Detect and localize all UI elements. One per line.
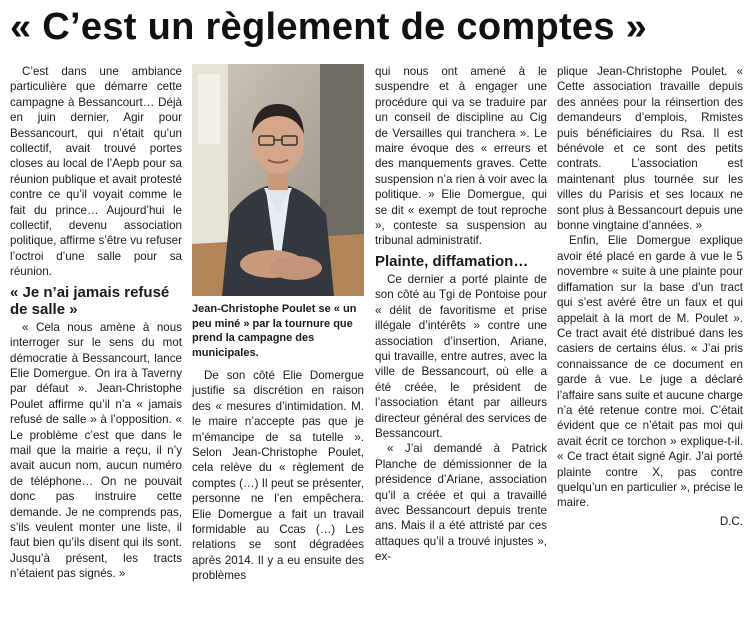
paragraph-planche: « J’ai demandé à Patrick Planche de démissionner de la présidence d’Ariane, association qu’il a créée et qui a travaillé avec Bessancourt depuis trente ans. Mais il a été attristé par ces attaques qu’il a trouvé injustes », ex-: [375, 442, 547, 564]
paragraph-suspension: qui nous ont amené à le suspendre et à engager une procédure qui va se traduire par un conseil de discipline au Cig de Versailles qui tranchera ». Le maire évoque des « erreurs et des manquements graves. Cette suspension n’a rien à voir avec la politique. » Elie Domergue, qui se dit « exempt de tout reproche », conteste sa suspension au tribunal administratif.: [375, 65, 547, 248]
intro-paragraph: C’est dans une ambiance particulière que démarre cette campagne à Bessancourt… Déjà en juin dernier, Agir pour Bessancourt, qui n’était qu’un collectif, avait trouvé portes closes au local de l’Aepb pour sa réunion publique et avait protesté contre ce qu’il voyait comme le fait du prince… Aujourd’hui le collectif, devenu association politique, affirme s’être vu refuser l’octroi d’une salle pour sa réunion.: [10, 65, 182, 279]
paragraph-plainte: Ce dernier a porté plainte de son côté au Tgi de Pontoise pour « délit de favoritisme et prise illégale d’intérêts » contre une association d’insertion, Ariane, qui travaille, entre autres, avec la ville de Bessancourt, où elle a été créée, le président de l’association étant par ailleurs directeur général des services de Bessancourt.: [375, 272, 547, 440]
portrait-photo: [192, 64, 364, 296]
column-3: [375, 64, 547, 565]
portrait-illustration: [192, 64, 364, 296]
paragraph-garde-a-vue: Enfin, Elie Domergue explique avoir été placé en garde à vue le 5 novembre « suite à une plainte pour diffamation sur la base d’un tract qui s’est avéré être un faux et qui appelait à la mort de M. Poulet ». Ce tract avait été distribué dans les casiers de certains élus. « J’ai pris connaissance de ce document en garde à vue. Le juge a déclaré l’affaire sans suite et aucune charge n’a été retenue contre moi. C’était évident que ce n’était pas moi qui avait écrit ce torchon » explique-t-il. « Ce tract était signé Agir. J’ai porté plainte contre X, pas contre quelqu’un en particulier », précise le maire.: [557, 234, 743, 510]
subheading-salle: « Je n’ai jamais refusé de salle »: [10, 283, 170, 318]
author-signature: D.C.: [719, 514, 743, 528]
paragraph-domergue: De son côté Elie Domergue justifie sa discrétion en raison des « mesures d’intimidation. M. le maire n’accepte pas que je m’émancipe de sa tutelle ». Selon Jean-Christophe Poulet, cela relève du « règlement de comptes (…) Il peut se présenter, personne ne l’en empêchera. Elie Domergue a fait un travail formidable au Ccas (…) Les relations se sont dégradées après 2014. Il y a eu ensuite des problèmes: [192, 369, 364, 583]
subheading-plainte: Plainte, diffamation…: [375, 252, 529, 270]
column-1: [10, 64, 182, 582]
photo-caption: Jean-Christophe Poulet se « un peu miné » par la tournure que prend la campagne des municipales.: [192, 303, 357, 359]
paragraph-salle: « Cela nous amène à nous interroger sur le sens du mot démocratie à Bessancourt, lance Elie Domergue. On ira à Taverny par défaut ». Jean-Christophe Poulet affirme qu’il n’a « jamais refusé de salle » à l’opposition. « Le problème c’est que dans le mail que la mairie a reçu, il n’y avait aucun nom, aucun numéro de téléphone… On ne pouvait donc pas instruire cette demande. Je ne comprends pas, s’ils veulent monter une liste, il faut bien qu’ils disent qui ils sont. Jusqu’à présent, les tracts n’étaient pas signés. »: [10, 320, 182, 581]
column-2: [192, 64, 364, 584]
article-headline: « C’est un règlement de comptes »: [10, 6, 648, 48]
paragraph-association: plique Jean-Christophe Poulet. « Cette association travaille depuis des années pour la réinsertion des demandeurs d’emplois, Rmistes puis bénéficiaires du Rsa. Il est bénévole et ce sont des petits contrats. L’association est maintenant plus tournée sur les villes du Parisis et ses locaux ne sont plus à Bessancourt depuis une bonne vingtaine d’années. »: [557, 65, 743, 233]
column-4: [557, 64, 743, 529]
